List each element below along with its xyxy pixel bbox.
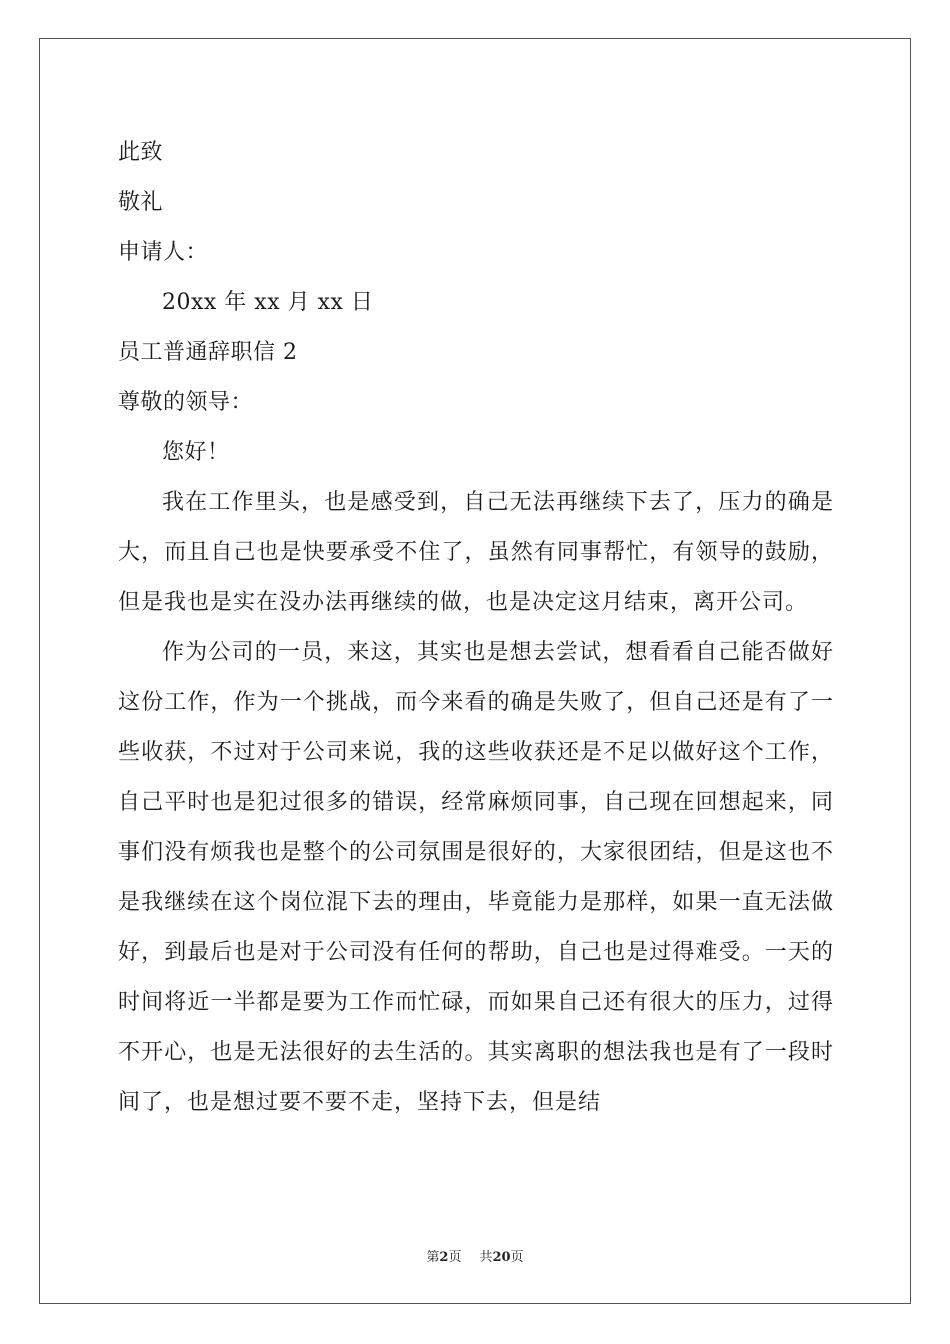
footer-total-suffix: 页 <box>510 1250 524 1265</box>
paragraph-2: 作为公司的一员，来这，其实也是想去尝试，想看看自己能否做好这份工作，作为一个挑战，而今来看的确是失败了，但自己还是有了一些收获，不过对于公司来说，我的这些收获还是不足以做好这个工作，自己平时也是犯过很多的错误，经常麻烦同事，自己现在回想起来，同事们没有烦我也是整个的公司氛围是很好的，大家很团结，但是这也不是我继续在这个岗位混下去的理由，毕竟能力是那样，如果一直无法做好，到最后也是对于公司没有任何的帮助，自己也是过得难受。一天的时间将近一半都是要为工作而忙碌，而如果自己还有很大的压力，过得不开心，也是无法很好的去生活的。其实离职的想法我也是有了一段时间了，也是想过要不要不走，坚持下去，但是结 <box>118 640 834 1115</box>
letter-body <box>118 128 834 1128</box>
closing-line-2: 敬礼 <box>118 190 164 215</box>
paragraph-1: 我在工作里头，也是感受到，自己无法再继续下去了，压力的确是大，而且自己也是快要承受不住了，虽然有同事帮忙，有领导的鼓励，但是我也是实在没办法再继续的做，也是决定这月结束，离开公司。 <box>118 490 834 615</box>
letter-date: 20xx 年 xx 月 xx 日 <box>162 290 374 315</box>
current-page-number: 2 <box>439 1250 449 1265</box>
footer-page-suffix: 页 <box>448 1250 462 1265</box>
greeting: 您好！ <box>162 440 230 465</box>
footer-total-prefix: 共 <box>479 1250 493 1265</box>
letter-title: 员工普通辞职信 2 <box>118 340 298 365</box>
footer-prefix: 第 <box>426 1250 440 1265</box>
page-footer <box>0 1246 950 1265</box>
closing-line-1: 此致 <box>118 140 164 165</box>
total-pages-number: 20 <box>492 1250 511 1265</box>
applicant-label: 申请人： <box>118 240 209 265</box>
salutation: 尊敬的领导： <box>118 390 254 415</box>
